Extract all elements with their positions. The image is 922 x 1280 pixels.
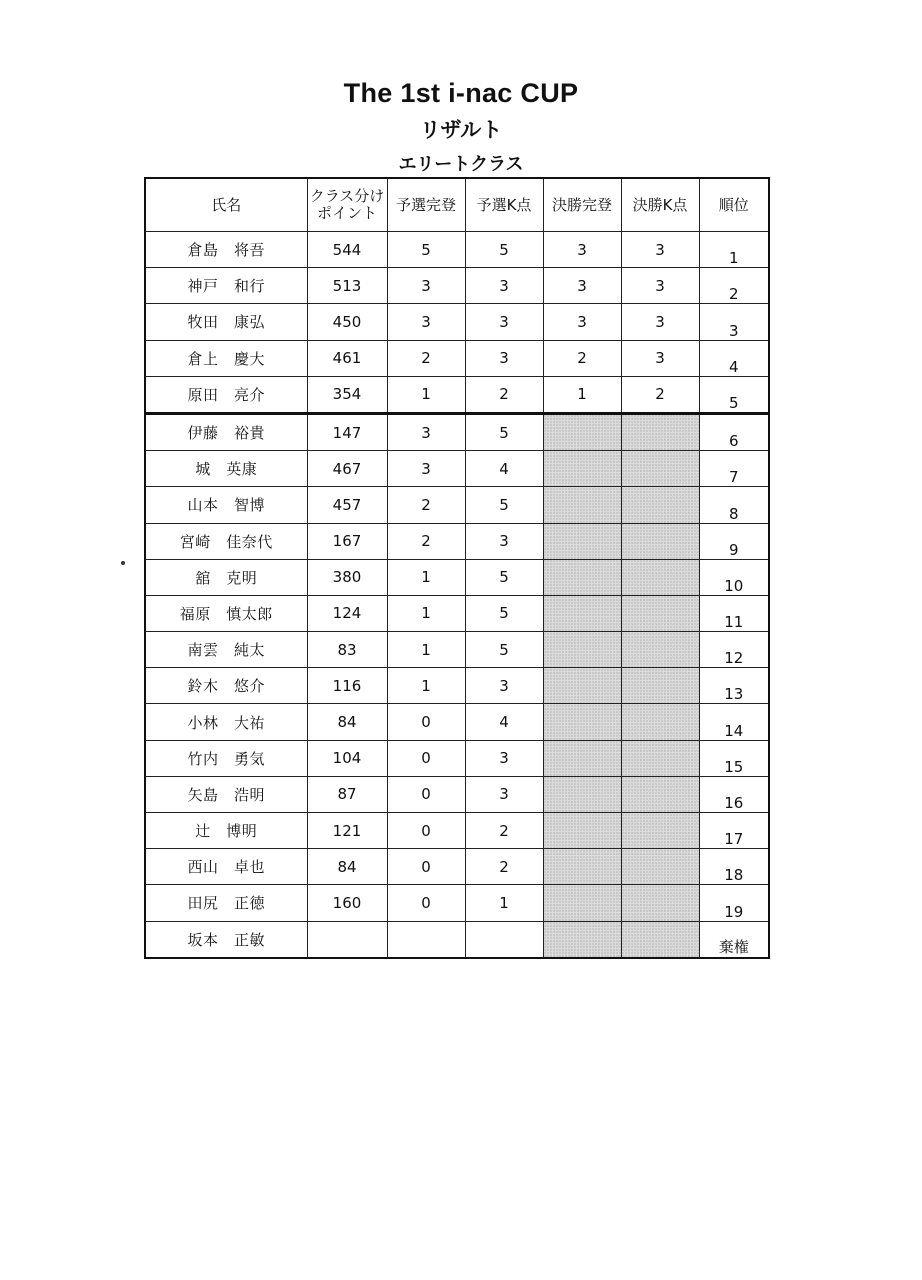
- final-k-cell: [621, 523, 699, 559]
- final-tops-cell: [543, 849, 621, 885]
- col-header-name: 氏名: [145, 178, 307, 232]
- qual-tops-cell: 1: [387, 632, 465, 668]
- table-row: [145, 885, 769, 921]
- qual-tops-cell: 0: [387, 813, 465, 849]
- rank-cell: 16: [699, 776, 769, 812]
- col-header-final-k: 決勝K点: [621, 178, 699, 232]
- rank-cell: 19: [699, 885, 769, 921]
- points-cell: 147: [307, 413, 387, 450]
- final-k-cell: [621, 559, 699, 595]
- final-tops-cell: 3: [543, 304, 621, 340]
- qual-tops-cell: 2: [387, 487, 465, 523]
- final-k-cell: 3: [621, 232, 699, 268]
- qual-k-cell: 5: [465, 232, 543, 268]
- name-cell: 竹内 勇気: [145, 740, 307, 776]
- table-row: [145, 376, 769, 413]
- final-tops-cell: 3: [543, 232, 621, 268]
- points-cell: [307, 921, 387, 958]
- qual-k-cell: 5: [465, 632, 543, 668]
- qual-k-cell: 5: [465, 559, 543, 595]
- col-header-rank: 順位: [699, 178, 769, 232]
- qual-k-cell: 4: [465, 704, 543, 740]
- qual-k-cell: 5: [465, 595, 543, 631]
- final-tops-cell: [543, 595, 621, 631]
- final-tops-cell: [543, 740, 621, 776]
- qual-k-cell: 4: [465, 451, 543, 487]
- rank-cell: 6: [699, 413, 769, 450]
- points-cell: 160: [307, 885, 387, 921]
- final-k-cell: [621, 849, 699, 885]
- points-cell: 461: [307, 340, 387, 376]
- rank-cell: 1: [699, 232, 769, 268]
- qual-tops-cell: 3: [387, 304, 465, 340]
- table-row: [145, 523, 769, 559]
- rank-cell: 10: [699, 559, 769, 595]
- final-k-cell: [621, 632, 699, 668]
- final-tops-cell: 2: [543, 340, 621, 376]
- table-row: [145, 232, 769, 268]
- final-tops-cell: [543, 813, 621, 849]
- rank-cell: 18: [699, 849, 769, 885]
- table-row: [145, 268, 769, 304]
- qual-tops-cell: 1: [387, 559, 465, 595]
- final-k-cell: [621, 451, 699, 487]
- table-row: [145, 340, 769, 376]
- qual-k-cell: 3: [465, 268, 543, 304]
- qual-k-cell: 3: [465, 668, 543, 704]
- qual-k-cell: 5: [465, 413, 543, 450]
- points-cell: 124: [307, 595, 387, 631]
- qual-tops-cell: 1: [387, 668, 465, 704]
- final-k-cell: 2: [621, 376, 699, 413]
- table-row: [145, 451, 769, 487]
- col-header-qual-tops: 予選完登: [387, 178, 465, 232]
- table-row: [145, 776, 769, 812]
- qual-k-cell: 3: [465, 340, 543, 376]
- qual-tops-cell: 0: [387, 776, 465, 812]
- points-cell: 380: [307, 559, 387, 595]
- col-header-points: クラス分け ポイント: [307, 178, 387, 232]
- final-tops-cell: [543, 451, 621, 487]
- table-row: [145, 704, 769, 740]
- final-tops-cell: [543, 885, 621, 921]
- table-row: [145, 413, 769, 450]
- qual-tops-cell: 0: [387, 885, 465, 921]
- points-cell: 87: [307, 776, 387, 812]
- points-cell: 121: [307, 813, 387, 849]
- page-title: The 1st i-nac CUP: [343, 78, 579, 108]
- final-tops-cell: [543, 668, 621, 704]
- points-cell: 167: [307, 523, 387, 559]
- final-tops-cell: [543, 559, 621, 595]
- table-row: [145, 668, 769, 704]
- rank-cell: 11: [699, 595, 769, 631]
- rank-cell: 12: [699, 632, 769, 668]
- rank-cell: 5: [699, 376, 769, 413]
- class-name: エリートクラス: [398, 154, 524, 175]
- final-tops-cell: [543, 776, 621, 812]
- qual-tops-cell: 0: [387, 704, 465, 740]
- col-header-qual-k: 予選K点: [465, 178, 543, 232]
- table-row: [145, 304, 769, 340]
- final-k-cell: [621, 413, 699, 450]
- final-tops-cell: [543, 704, 621, 740]
- qual-k-cell: 2: [465, 376, 543, 413]
- final-k-cell: [621, 740, 699, 776]
- points-cell: 84: [307, 849, 387, 885]
- points-cell: 467: [307, 451, 387, 487]
- name-cell: 原田 亮介: [145, 376, 307, 413]
- final-k-cell: [621, 487, 699, 523]
- final-k-cell: [621, 776, 699, 812]
- name-cell: 倉島 将吾: [145, 232, 307, 268]
- final-k-cell: 3: [621, 340, 699, 376]
- qual-k-cell: 3: [465, 523, 543, 559]
- name-cell: 鈴木 悠介: [145, 668, 307, 704]
- name-cell: 西山 卓也: [145, 849, 307, 885]
- final-tops-cell: 3: [543, 268, 621, 304]
- final-tops-cell: [543, 487, 621, 523]
- table-row: [145, 559, 769, 595]
- col-header-final-tops: 決勝完登: [543, 178, 621, 232]
- qual-tops-cell: 3: [387, 268, 465, 304]
- qual-k-cell: 3: [465, 776, 543, 812]
- table-row: [145, 487, 769, 523]
- name-cell: 舘 克明: [145, 559, 307, 595]
- name-cell: 辻 博明: [145, 813, 307, 849]
- qual-tops-cell: 1: [387, 595, 465, 631]
- final-tops-cell: [543, 523, 621, 559]
- points-cell: 116: [307, 668, 387, 704]
- rank-cell: 2: [699, 268, 769, 304]
- name-cell: 伊藤 裕貴: [145, 413, 307, 450]
- table-row: [145, 595, 769, 631]
- qual-k-cell: 3: [465, 304, 543, 340]
- qual-tops-cell: 3: [387, 451, 465, 487]
- rank-cell: 棄権: [699, 921, 769, 958]
- rank-cell: 8: [699, 487, 769, 523]
- name-cell: 福原 慎太郎: [145, 595, 307, 631]
- rank-cell: 9: [699, 523, 769, 559]
- final-k-cell: [621, 885, 699, 921]
- name-cell: 神戸 和行: [145, 268, 307, 304]
- qual-k-cell: 1: [465, 885, 543, 921]
- qual-k-cell: [465, 921, 543, 958]
- name-cell: 矢島 浩明: [145, 776, 307, 812]
- qual-tops-cell: 1: [387, 376, 465, 413]
- qual-tops-cell: 2: [387, 340, 465, 376]
- final-k-cell: [621, 668, 699, 704]
- final-tops-cell: [543, 921, 621, 958]
- table-row: [145, 813, 769, 849]
- final-k-cell: 3: [621, 268, 699, 304]
- table-row: [145, 921, 769, 958]
- final-tops-cell: [543, 632, 621, 668]
- name-cell: 小林 大祐: [145, 704, 307, 740]
- qual-tops-cell: 5: [387, 232, 465, 268]
- points-cell: 354: [307, 376, 387, 413]
- rank-cell: 13: [699, 668, 769, 704]
- name-cell: 牧田 康弘: [145, 304, 307, 340]
- table-row: [145, 849, 769, 885]
- qual-k-cell: 5: [465, 487, 543, 523]
- final-k-cell: [621, 921, 699, 958]
- qual-tops-cell: 3: [387, 413, 465, 450]
- qual-k-cell: 2: [465, 849, 543, 885]
- points-cell: 544: [307, 232, 387, 268]
- final-tops-cell: 1: [543, 376, 621, 413]
- name-cell: 坂本 正敏: [145, 921, 307, 958]
- page-subtitle: リザルト: [419, 118, 503, 142]
- name-cell: 宮崎 佳奈代: [145, 523, 307, 559]
- rank-cell: 4: [699, 340, 769, 376]
- points-cell: 457: [307, 487, 387, 523]
- qual-tops-cell: 2: [387, 523, 465, 559]
- points-cell: 513: [307, 268, 387, 304]
- final-tops-cell: [543, 413, 621, 450]
- results-table: [144, 177, 770, 959]
- name-cell: 城 英康: [145, 451, 307, 487]
- points-cell: 104: [307, 740, 387, 776]
- final-k-cell: 3: [621, 304, 699, 340]
- rank-cell: 15: [699, 740, 769, 776]
- qual-k-cell: 2: [465, 813, 543, 849]
- name-cell: 倉上 慶大: [145, 340, 307, 376]
- table-header-row: [145, 178, 769, 232]
- rank-cell: 17: [699, 813, 769, 849]
- qual-tops-cell: 0: [387, 849, 465, 885]
- rank-cell: 7: [699, 451, 769, 487]
- qual-k-cell: 3: [465, 740, 543, 776]
- final-k-cell: [621, 704, 699, 740]
- qual-tops-cell: [387, 921, 465, 958]
- final-k-cell: [621, 813, 699, 849]
- name-cell: 田尻 正徳: [145, 885, 307, 921]
- qual-tops-cell: 0: [387, 740, 465, 776]
- table-row: [145, 632, 769, 668]
- name-cell: 山本 智博: [145, 487, 307, 523]
- rank-cell: 3: [699, 304, 769, 340]
- stray-mark: [121, 561, 125, 565]
- points-cell: 84: [307, 704, 387, 740]
- points-cell: 450: [307, 304, 387, 340]
- name-cell: 南雲 純太: [145, 632, 307, 668]
- final-k-cell: [621, 595, 699, 631]
- points-cell: 83: [307, 632, 387, 668]
- table-row: [145, 740, 769, 776]
- rank-cell: 14: [699, 704, 769, 740]
